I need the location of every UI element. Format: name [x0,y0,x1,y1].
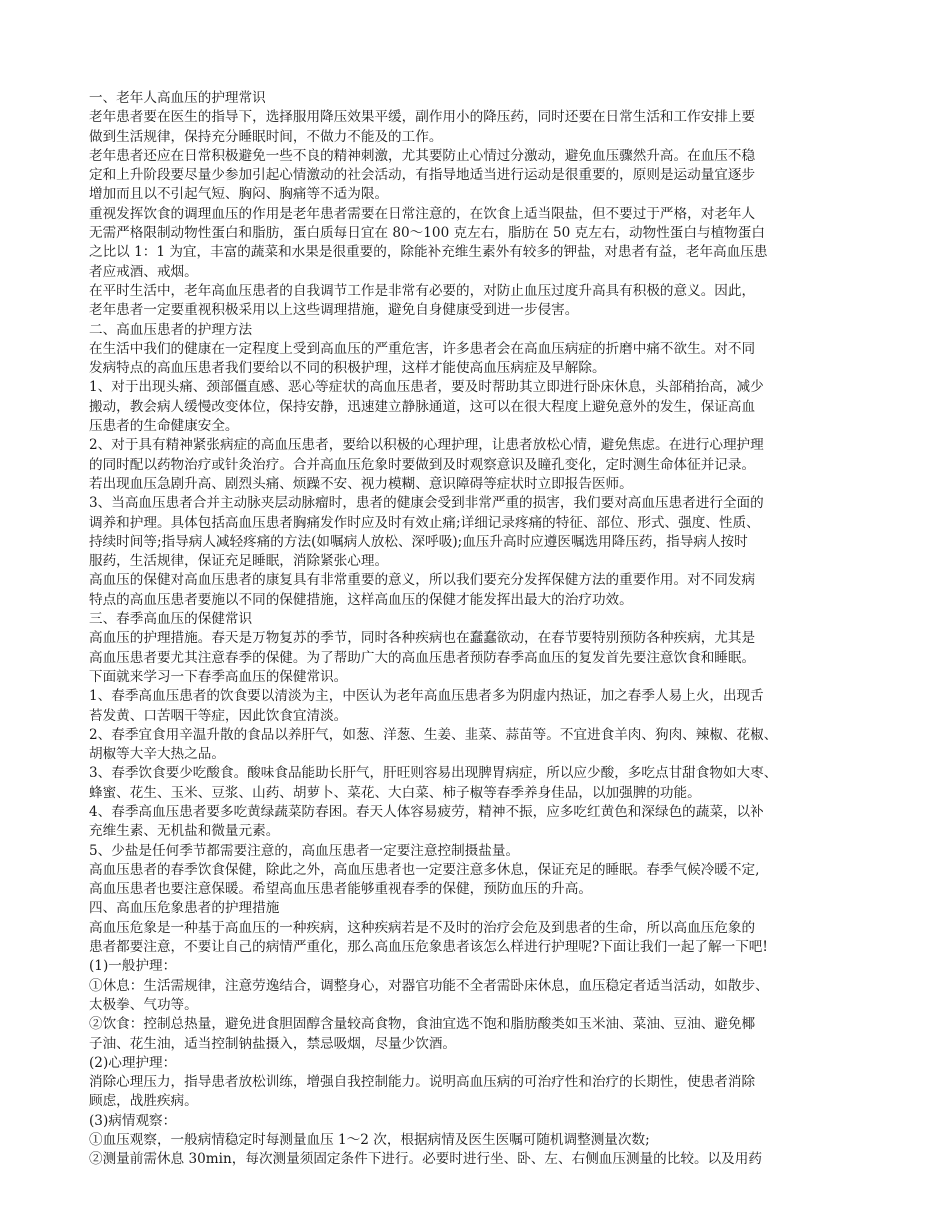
text-line: 四、高血压危象患者的护理措施 [89,900,280,917]
text-line: 压患者的生命健康安全。 [89,418,239,435]
text-line: ①血压观察，一般病情稳定时每测量血压 1～2 次，根据病情及医生医嘱可随机调整测量次数; [89,1132,650,1149]
text-line: 二、高血压患者的护理方法 [89,321,253,338]
text-line: 子油、花生油，适当控制钠盐摄入，禁忌吸烟，尽量少饮酒。 [89,1035,457,1052]
text-line: 做到生活规律，保持充分睡眠时间，不做力不能及的工作。 [89,128,443,145]
text-line: 无需严格限制动物性蛋白和脂肪，蛋白质每日宜在 80～100 克左右，脂肪在 50 克左右，动物性蛋白与植物蛋白 [89,225,765,242]
text-line: 下面就来学习一下春季高血压的保健常识。 [89,668,348,685]
text-line: 增加而且以不引起气短、胸闷、胸痛等不适为限。 [89,186,389,203]
text-line: 蜂蜜、花生、玉米、豆浆、山药、胡萝卜、菜花、大白菜、柿子椒等春季养身佳品，以加强脾的功能。 [89,784,701,801]
text-line: ①休息：生活需规律，注意劳逸结合，调整身心，对器官功能不全者需卧床休息，血压稳定者适当活动，如散步、 [89,977,769,994]
text-line: 消除心理压力，指导患者放松训练，增强自我控制能力。说明高血压病的可治疗性和治疗的长期性，使患者消除 [89,1074,756,1091]
text-line: 高血压危象是一种基于高血压的一种疾病，这种疾病若是不及时的治疗会危及到患者的生命，所以高血压危象的 [89,919,756,936]
text-line: 定和上升阶段要尽量少参加引起心情激动的社会活动，有指导地适当进行运动是很重要的，原则是运动量宜逐步 [89,167,756,184]
text-line: 老年患者要在医生的指导下，选择服用降压效果平缓，副作用小的降压药，同时还要在日常生活和工作安排上要 [89,109,756,126]
text-line: 5、少盐是任何季节都需要注意的，高血压患者一定要注意控制摄盐量。 [89,842,520,859]
text-line: 3、当高血压患者合并主动脉夹层动脉瘤时，患者的健康会受到非常严重的损害，我们要对高血压患者进行全面的 [89,495,764,512]
text-line: 2、对于具有精神紧张病症的高血压患者，要给以积极的心理护理，让患者放松心情，避免焦虑。在进行心理护理 [89,437,764,454]
text-line: 苔发黄、口苦咽干等症，因此饮食宜清淡。 [89,707,348,724]
text-line: 特点的高血压患者要施以不同的保健措施，这样高血压的保健才能发挥出最大的治疗功效。 [89,591,633,608]
text-line: 三、春季高血压的保健常识 [89,611,253,628]
text-line: 高血压患者要尤其注意春季的保健。为了帮助广大的高血压患者预防春季高血压的复发首先要注意饮食和睡眠。 [89,649,756,666]
text-line: ②饮食：控制总热量，避免进食胆固醇含量较高食物，食油宜选不饱和脂肪酸类如玉米油、菜油、豆油、避免椰 [89,1016,756,1033]
text-line: (3)病情观察： [89,1112,177,1129]
text-line: 的同时配以药物治疗或针灸治疗。合并高血压危象时要做到及时观察意识及瞳孔变化，定时测生命体征并记录。 [89,456,756,473]
text-line: 之比以 1：1 为宜，丰富的蔬菜和水果是很重要的，除能补充维生素外有较多的钾盐，对患者有益，老年高血压患 [89,244,768,261]
text-line: 一、老年人高血压的护理常识 [89,90,266,106]
text-line: 若出现血压急剧升高、剧烈头痛、烦躁不安、视力模糊、意识障碍等症状时立即报告医师。 [89,475,633,492]
text-line: 胡椒等大辛大热之品。 [89,746,225,763]
text-line: 高血压患者的春季饮食保健，除此之外，高血压患者也一定要注意多休息，保证充足的睡眠。春季气候冷暖不定, [89,861,760,878]
text-line: 调养和护理。具体包括高血压患者胸痛发作时应及时有效止痛;详细记录疼痛的特征、部位、形式、强度、性质、 [89,514,760,531]
text-line: 在平时生活中，老年高血压患者的自我调节工作是非常有必要的，对防止血压过度升高具有积极的意义。因此， [89,282,756,299]
text-line: 1、对于出现头痛、颈部僵直感、恶心等症状的高血压患者，要及时帮助其立即进行卧床休息，头部稍抬高，减少 [89,379,764,396]
text-line: 高血压的保健对高血压患者的康复具有非常重要的意义，所以我们要充分发挥保健方法的重要作用。对不同发病 [89,572,756,589]
text-line: 高血压患者也要注意保暖。希望高血压患者能够重视春季的保健，预防血压的升高。 [89,881,592,898]
text-line: 在生活中我们的健康在一定程度上受到高血压的严重危害，许多患者会在高血压病症的折磨中痛不欲生。对不同 [89,340,756,357]
text-line: 者应戒酒、戒烟。 [89,263,198,280]
text-line: ②测量前需休息 30min，每次测量须固定条件下进行。必要时进行坐、卧、左、右侧血压测量的比较。以及用药 [89,1151,762,1168]
text-line: 服药，生活规律，保证充足睡眠，消除紧张心理。 [89,553,389,570]
text-line: 患者都要注意，不要让自己的病情严重化，那么高血压危象患者该怎么样进行护理呢?下面让我们一起了解一下吧! [89,939,768,956]
text-line: 发病特点的高血压患者我们要给以不同的积极护理，这样才能使高血压病症及早解除。 [89,360,606,377]
text-line: (1)一般护理： [89,958,177,975]
text-line: 3、春季饮食要少吃酸食。酸味食品能助长肝气，肝旺则容易出现脾胃病症，所以应少酸，多吃点甘甜食物如大枣、 [89,765,778,782]
text-line: 充维生素、无机盐和微量元素。 [89,823,280,840]
text-line: 顾虑，战胜疾病。 [89,1093,198,1110]
text-line: 2、春季宜食用辛温升散的食品以养肝气，如葱、洋葱、生姜、韭菜、蒜苗等。不宜进食羊肉、狗肉、辣椒、花椒、 [89,726,778,743]
text-line: 4、春季高血压患者要多吃黄绿蔬菜防春困。春天人体容易疲劳，精神不振，应多吃红黄色和深绿色的蔬菜，以补 [89,803,764,820]
text-line: 1、春季高血压患者的饮食要以清淡为主，中医认为老年高血压患者多为阴虚内热证，加之春季人易上火，出现舌 [89,688,764,705]
text-line: 老年患者一定要重视积极采用以上这些调理措施，避免自身健康受到进一步侵害。 [89,302,579,319]
text-line: 老年患者还应在日常积极避免一些不良的精神刺激，尤其要防止心情过分激动，避免血压骤然升高。在血压不稳 [89,147,756,164]
text-line: 太极拳、气功等。 [89,996,198,1013]
text-line: 重视发挥饮食的调理血压的作用是老年患者需要在日常注意的，在饮食上适当限盐，但不要过于严格，对老年人 [89,205,756,222]
text-line: 搬动，教会病人缓慢改变体位，保持安静，迅速建立静脉通道，这可以在很大程度上避免意外的发生，保证高血 [89,398,756,415]
text-line: 高血压的护理措施。春天是万物复苏的季节，同时各种疾病也在蠢蠢欲动，在春节要特别预防各种疾病，尤其是 [89,630,756,647]
text-line: 持续时间等;指导病人减轻疼痛的方法(如嘱病人放松、深呼吸);血压升高时应遵医嘱选用降压药，指导病人按时 [89,533,748,550]
text-line: (2)心理护理： [89,1054,177,1071]
